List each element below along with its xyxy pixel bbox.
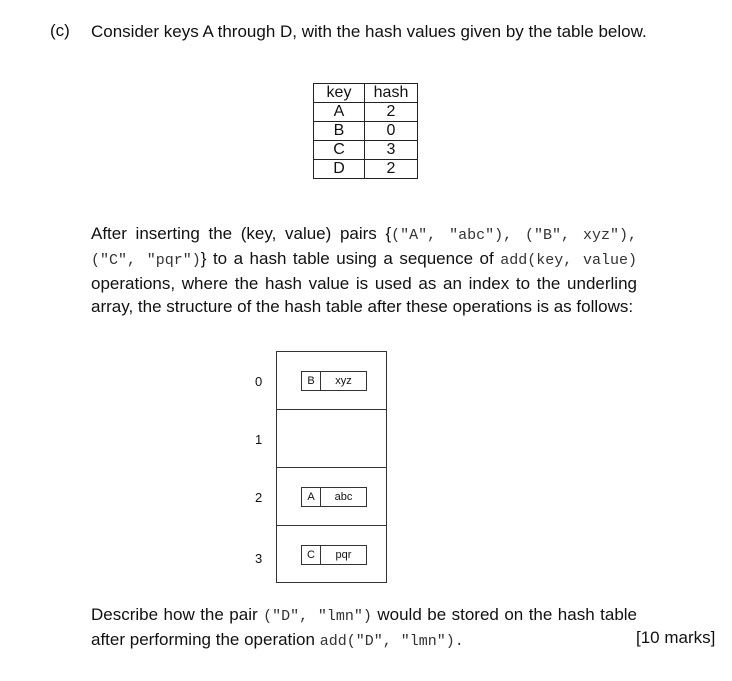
add-method-code: add(key, value) xyxy=(500,252,637,269)
bucket-index-0: 0 xyxy=(255,374,263,389)
pairs-code: ("A", "abc"), ("B", xyz"), ("C", "pqr") xyxy=(91,227,637,269)
describe-text-1: Describe how the pair xyxy=(91,605,264,624)
cell-key: C xyxy=(314,141,365,160)
bucket-slot-0 xyxy=(277,352,386,410)
bucket-index-1: 1 xyxy=(255,432,263,447)
cell-hash: 0 xyxy=(365,122,418,141)
para-text-1: After inserting the (key, value) pairs { xyxy=(91,224,392,243)
describe-text-2: would be stored on the hash table after performing the operation xyxy=(91,605,638,649)
marks-label: [10 marks] xyxy=(636,628,716,647)
entry-value: abc xyxy=(334,491,353,503)
table-row xyxy=(314,103,418,122)
table-row xyxy=(314,141,418,160)
entry-value: pqr xyxy=(335,549,352,561)
question-intro: Consider keys A through D, with the hash values given by the table below. xyxy=(91,22,647,41)
cell-key: D xyxy=(314,160,365,179)
cell-key: B xyxy=(314,122,365,141)
entry-node xyxy=(301,371,367,391)
entry-node xyxy=(301,545,367,565)
para-text-3: operations, where the hash value is used as an index to the underling array, the structure of the hash table after these operations is as follows: xyxy=(91,274,637,316)
header-hash: hash xyxy=(365,84,418,103)
entry-value: xyz xyxy=(335,375,352,387)
cell-hash: 3 xyxy=(365,141,418,160)
insertion-paragraph xyxy=(91,222,637,318)
hash-table-array xyxy=(276,351,387,583)
cell-key: A xyxy=(314,103,365,122)
add-d-code: add("D", "lmn"). xyxy=(319,633,464,650)
bucket-index-3: 3 xyxy=(255,551,263,566)
cell-hash: 2 xyxy=(365,103,418,122)
question-label: (c) xyxy=(50,21,70,40)
bucket-index-2: 2 xyxy=(255,490,263,505)
entry-key: B xyxy=(302,372,321,390)
para-text-2: } to a hash table using a sequence of xyxy=(200,249,501,268)
cell-hash: 2 xyxy=(365,160,418,179)
bucket-slot-1 xyxy=(277,410,386,468)
table-row xyxy=(314,122,418,141)
entry-key: C xyxy=(302,546,321,564)
bucket-slot-2 xyxy=(277,468,386,526)
pair-d-code: ("D", "lmn") xyxy=(263,608,372,625)
key-hash-table xyxy=(313,83,418,179)
bucket-slot-3 xyxy=(277,526,386,584)
describe-paragraph xyxy=(91,603,637,653)
table-row xyxy=(314,160,418,179)
entry-node xyxy=(301,487,367,507)
entry-key: A xyxy=(302,488,321,506)
table-header-row xyxy=(314,84,418,103)
header-key: key xyxy=(314,84,365,103)
